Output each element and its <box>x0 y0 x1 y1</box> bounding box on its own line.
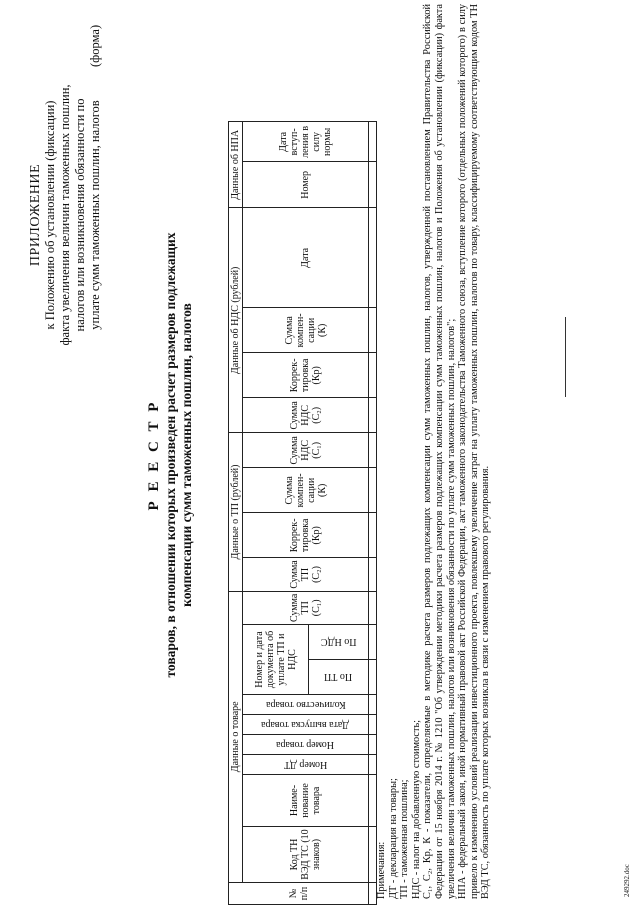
header-tp-kr: Коррек- тировка (Кр) <box>243 513 369 558</box>
header-tp-k: Сумма компен- сации (К) <box>243 468 369 513</box>
appendix-block <box>28 25 103 405</box>
header-release-date: Дата выпуска товара <box>261 719 350 730</box>
header-goodsnum: Номер товара <box>276 739 335 750</box>
header-nds-c2: Сумма НДС (С₂) <box>243 398 369 433</box>
appendix-heading: ПРИЛОЖЕНИЕ <box>28 163 43 267</box>
appendix-line: факта увеличения величин таможенных пошлин, <box>58 84 72 346</box>
header-by-tp-cell <box>309 660 369 695</box>
registry-table <box>228 121 377 905</box>
header-nds-kr: Коррек- тировка (Кр) <box>243 353 369 398</box>
header-nds-c1: Сумма НДС (С₁) <box>243 433 369 468</box>
header-goods-group: Данные о товаре <box>229 591 243 882</box>
header-tp-c1: Сумма ТП (С₁) <box>243 591 369 624</box>
header-nds-group: Данные об НДС (рублей) <box>229 208 243 433</box>
header-by-nds-cell <box>309 625 369 660</box>
note-paragraph: НПА - федеральный закон, иной нормативный правовой акт Российской Федерации, акт таможенного законодательства Таможенного союза, вступление которого (отдельных положений которого) в силу привело к изменению условий реализации инвестиционного проекта, повлекшему увеличение затрат на уплату таможенных пошлин, налогов по товару, классифицируемому соответствующим кодом ТН ВЭД ТС, обязанность по уплате которых возникла в связи с изменением правового регулирования. <box>457 4 492 899</box>
header-by-tp: По ТП <box>324 671 353 683</box>
header-npa-date: Дата <box>243 208 369 308</box>
note-line: ТП - таможенная пошлина; <box>399 779 411 899</box>
header-tp-group: Данные о ТП (рублей) <box>229 433 243 591</box>
note-line: ДТ - декларация на товары; <box>387 778 399 899</box>
notes-block <box>376 4 492 899</box>
header-dt-cell <box>243 755 369 775</box>
document-title <box>146 65 195 845</box>
title-line: компенсации сумм таможенных пошлин, налогов <box>179 303 194 607</box>
notes-heading: Примечания: <box>376 841 387 899</box>
header-release-cell <box>243 715 369 735</box>
doc-id: 249292.doc <box>623 864 631 897</box>
appendix-line: уплате сумм таможенных пошлин, налогов <box>88 100 102 330</box>
header-qty-cell <box>243 695 369 715</box>
header-code: Код ТН ВЭД ТС (10 знаков) <box>243 827 369 883</box>
header-tp-c2: Сумма ТП (С₂) <box>243 558 369 591</box>
header-payment-docs: Номер и дата документа об уплате ТП и НДС <box>243 625 309 695</box>
header-num: № п/п <box>229 883 369 905</box>
header-npa-number: Номер <box>243 162 369 208</box>
appendix-line: к Положению об установлении (фиксации) <box>43 100 57 330</box>
header-nds-k: Сумма компен- сации (К) <box>243 308 369 353</box>
header-npa-group: Данные об НПА <box>229 122 243 208</box>
header-name: Наиме- нование товара <box>243 775 369 827</box>
note-line: НДС - налог на добавленную стоимость; <box>410 719 422 899</box>
header-npa-entry: Дата вступ- ления в силу нормы <box>243 122 369 162</box>
header-goodsnum-cell <box>243 735 369 755</box>
title-word: Р Е Е С Т Р <box>146 399 162 511</box>
header-dt: Номер ДТ <box>283 759 328 770</box>
note-paragraph: С₁, С₂, Кр, К - показатели, определяемые в методике расчета размеров подлежащих компенсации сумм таможенных пошлин, налогов, утвержденной постановлением Правительства Российской Федерации от 15 ноября 2014 г. № 1210 "Об утверждении методики расчета размеров подлежащих компенсации сумм таможенных пошлин, налогов и Положения об установлении (фиксации) факта увеличения величин таможенных пошлин, налогов или возникновения обязанности по уплате сумм таможенных пошлин, налогов"; <box>422 4 457 899</box>
separator-line <box>565 317 566 397</box>
title-line: товаров, в отношении которых произведен расчет размеров подлежащих <box>163 232 178 678</box>
form-label: (форма) <box>88 24 102 67</box>
appendix-line: налогов или возникновения обязанности по <box>73 98 87 332</box>
header-qty: Количество товара <box>265 699 346 710</box>
header-by-nds: По НДС <box>320 636 357 648</box>
